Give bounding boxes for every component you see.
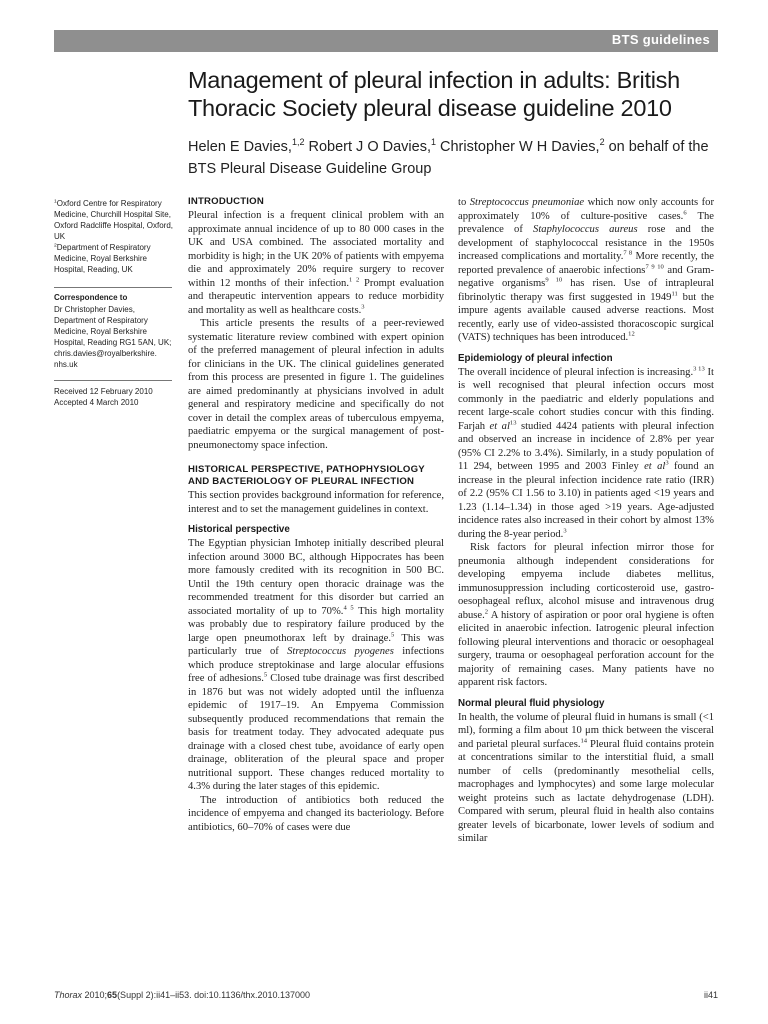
journal-name: Thorax <box>54 990 83 1000</box>
text-run: More recently, the reported prevalence of anaerobic infections <box>458 251 714 276</box>
spacer <box>458 345 714 353</box>
correspondence-line: Department of Respiratory <box>54 316 148 325</box>
text-run: Pleural fluid contains protein at concentrations similar to the interstitial fluid, a small number of cells (predominantly mesothelial cells, macrophages and lymphocytes) and some large molecular weight proteins such as lactate dehydrogenase (LDH). Compared with serum, pleural fluid in health also contains greater levels of bicarbonate, lower levels of sodium and similar <box>458 738 714 844</box>
citation-footer <box>54 990 310 1001</box>
citation-ref: 14 <box>580 736 588 744</box>
author-affiliation-ref: 2 <box>599 137 605 148</box>
author-name: Helen E Davies, <box>188 139 292 155</box>
citation-ref: 5 <box>263 671 268 679</box>
spacer <box>188 452 444 464</box>
paragraph: This section provides background information for reference, interest and to set the management guidelines in context. <box>188 490 444 515</box>
correspondence-line: Dr Christopher Davies, <box>54 305 135 314</box>
citation-ref: 6 <box>683 208 687 216</box>
text-run: The prevalence of <box>458 210 714 235</box>
affiliation-marker: 1 <box>54 199 57 205</box>
species-name: Streptococcus pyogenes <box>287 646 394 657</box>
species-name: Streptococcus pneumoniae <box>469 197 585 208</box>
citation-ref: 5 <box>391 630 395 638</box>
paragraph <box>458 196 714 345</box>
citation-ref: 13 <box>509 418 517 426</box>
subsection-heading-normal-pleural-fluid: Normal pleural fluid physiology <box>458 697 605 709</box>
paragraph <box>458 366 714 542</box>
text-run: This high mortality was probably due to respiratory failure produced by the large open pneumothorax left by drainage. <box>188 605 445 644</box>
paragraph: This article presents the results of a peer-reviewed systematic literature review combined with expert opinion of the preferred management of pleural infection in adults for clinicians in the UK. The clinical guidelines generated from this process are presented in figure 1. The guidelines are aimed predominantly at physicians involved in adult general and respiratory medicine and specifically do not cover in detail the complex areas of tuberculous empyema, paediatric empyema or the surgical management of post-pneumonectomy space infection. <box>188 318 444 451</box>
article-dates <box>54 386 174 408</box>
spacer <box>458 690 714 698</box>
citation-ref: 11 <box>671 289 678 297</box>
section-heading-historical: HISTORICAL PERSPECTIVE, PATHOPHYSIOLOGY AND BACTERIOLOGY OF PLEURAL INFECTION <box>188 464 425 487</box>
species-name: Staphylococcus aureus <box>533 224 638 235</box>
citation-ref: 7 9 10 <box>645 262 664 270</box>
et-al: et al <box>489 420 510 432</box>
citation-ref: 3 <box>361 302 365 310</box>
et-al: et al <box>644 461 666 472</box>
affiliation-text: Department of Respiratory Medicine, Royal Berkshire Hospital, Reading, UK <box>54 243 151 274</box>
paragraph: The introduction of antibiotics both reduced the incidence of empyema and changed its bacteriology. Before antibiotics, 60–70% of cases were due <box>188 794 444 833</box>
affiliation-2 <box>54 242 174 275</box>
text-run: infections which produce streptokinase and large alocular effusions free of adhesions. <box>188 646 444 684</box>
text-run: studied 4424 patients with pleural infection and observed an increase in incidence of 2.8% per year (95% CI 2.2% to 3.4%). Similarly, in a study population of 11 294, between 1995 and 2003 Finley <box>458 420 714 472</box>
affiliation-1 <box>54 198 174 242</box>
column-right <box>458 196 714 846</box>
correspondence-email[interactable]: chris.davies@royalberkshire. <box>54 349 157 358</box>
text-run: Risk factors for pleural infection mirror those for pneumonia although independent considerations for developing empyema include diabetes mellitus, immunosuppression including corticosteroid use, gastro-oesophageal reflux, alcohol misuse and intravenous drug abuse. <box>458 542 714 621</box>
banner-label: BTS guidelines <box>611 32 710 47</box>
spacer <box>188 516 444 524</box>
subsection-heading-epidemiology: Epidemiology of pleural infection <box>458 352 613 364</box>
text-run: rose and the development of staphylococcal resistance in the 1950s increased complications and mortality. <box>458 224 714 262</box>
paragraph <box>458 711 714 846</box>
citation-ref: 3 <box>563 526 567 534</box>
author-list <box>188 136 728 180</box>
column-left <box>188 196 444 834</box>
affiliation-text: Oxford Centre for Respiratory Medicine, Churchill Hospital Site, Oxford Radcliffe Hospital, Oxford, UK <box>54 199 174 241</box>
text-run: This was particularly true of <box>188 632 444 657</box>
page-number: ii41 <box>703 990 718 1000</box>
section-heading-introduction: INTRODUCTION <box>188 196 264 207</box>
affiliations <box>54 198 174 275</box>
citation-ref: 7 8 <box>623 249 633 257</box>
correspondence <box>54 292 174 370</box>
citation-text: 2010; <box>82 990 108 1000</box>
text-run: but the impure agents available caused adverse reactions. Most recently, early use of video-assisted thoracoscopic surgical (VATS) techniques has been introduced. <box>458 291 714 343</box>
sidebar-divider <box>54 287 172 288</box>
paragraph <box>458 541 714 690</box>
author-name: Robert J O Davies, <box>304 139 431 155</box>
citation-ref: 4 5 <box>343 603 354 611</box>
section-banner <box>54 30 718 52</box>
author-affiliation-ref: 1 <box>430 137 436 148</box>
citation-ref: 9 10 <box>545 276 563 284</box>
correspondence-line: nhs.uk <box>54 360 78 369</box>
text-run: The Egyptian physician Imhotep initially described pleural infection around 3000 BC, although Hippocrates has been more famously credited with its recognition in 500 BC. Until the 19th century open thoracic drainage was the recommended treatment for this disorder but carried an associated mortality of up to 70%. <box>188 538 444 617</box>
text-run: A history of aspiration or poor oral hygiene is often elicited in anaerobic infection. Iatrogenic pleural infection following pleural interventions and thoracic or oesophageal surgery, trauma or oesophageal perforation account for the majority of remaining cases. Many patients have no apparent risk factors. <box>458 609 714 688</box>
text-run: Closed tube drainage was first described in 1876 but was not widely adopted until the influenza epidemic of 1917–19. An Empyema Commission subsequently produced recommendations that remain the basis for treatment today. They advocated adequate pus drainage with a closed chest tube, avoidance of early open drainage, obliteration of the pleural space and proper nutritional support. These changes reduced mortality to 4.3% during the later stages of this epidemic. <box>188 673 445 792</box>
citation-ref: 3 <box>665 459 669 467</box>
author-affiliation-ref: 1,2 <box>291 137 305 148</box>
text-run: to <box>458 197 470 208</box>
sidebar-divider <box>54 380 172 381</box>
text-run: found an increase in the pleural infection incidence rate ratio (IRR) of 2.2 (95% CI 1.56 to 3.10) in patients aged <19 years and 1.23 (1.14–1.34) in those aged >19 years. Age-adjusted incidence rates also increased in their cohort by almost 13% during the 8-year period. <box>458 461 714 540</box>
text-run: and Gram-negative organisms <box>458 264 714 289</box>
text-run: In health, the volume of pleural fluid in humans is small (<1 ml), forming a film about 10 μm thick between the visceral and parietal pleural surfaces. <box>458 711 714 750</box>
citation-ref: 12 <box>628 330 635 338</box>
subsection-heading-historical-perspective: Historical perspective <box>188 524 290 535</box>
accepted-date: Accepted 4 March 2010 <box>54 398 139 407</box>
text-run: It is well recognised that pleural infection occurs most commonly in the paediatric and elderly populations and recent large-scale cohort studies concur with this finding. Farjah <box>458 366 714 432</box>
text-run: has risen. Use of intrapleural fibrinolytic therapy was first suggested in 1949 <box>458 278 715 303</box>
text-run: which now only accounts for approximately 10% of culture-positive cases. <box>458 197 714 222</box>
author-group: on behalf of the BTS Pleural Disease Guideline Group <box>188 139 709 177</box>
citation-ref: 3 13 <box>693 364 705 372</box>
author-name: Christopher W H Davies, <box>435 139 600 155</box>
text-run: Pleural infection is a frequent clinical problem with an approximate annual incidence of up to 80 000 cases in the UK and USA combined. The associated mortality and morbidity is high; in the UK 20% of patients with empyema die and approximately 20% require surgery to recover within 12 months of their infection. <box>188 210 444 289</box>
citation-ref: 2 <box>484 607 489 615</box>
text-run: The overall incidence of pleural infection is increasing. <box>458 366 694 378</box>
correspondence-heading: Correspondence to <box>54 293 128 302</box>
volume-number: 65 <box>107 990 118 1000</box>
affiliation-marker: 2 <box>54 243 57 249</box>
article-title: Management of pleural infection in adults: British Thoracic Society pleural disease guideline 2010 <box>188 67 680 121</box>
paragraph <box>188 537 444 794</box>
citation-ref: 1 2 <box>348 275 360 283</box>
received-date: Received 12 February 2010 <box>54 387 153 396</box>
correspondence-line: Hospital, Reading RG1 5AN, UK; <box>54 338 172 347</box>
citation-text: (Suppl 2):ii41–ii53. doi:10.1136/thx.2010.137000 <box>117 990 311 1000</box>
paragraph <box>188 209 444 317</box>
text-run: Prompt evaluation and therapeutic intervention appears to reduce morbidity and mortality as well as healthcare costs. <box>188 277 444 316</box>
correspondence-line: Medicine, Royal Berkshire <box>54 327 147 336</box>
